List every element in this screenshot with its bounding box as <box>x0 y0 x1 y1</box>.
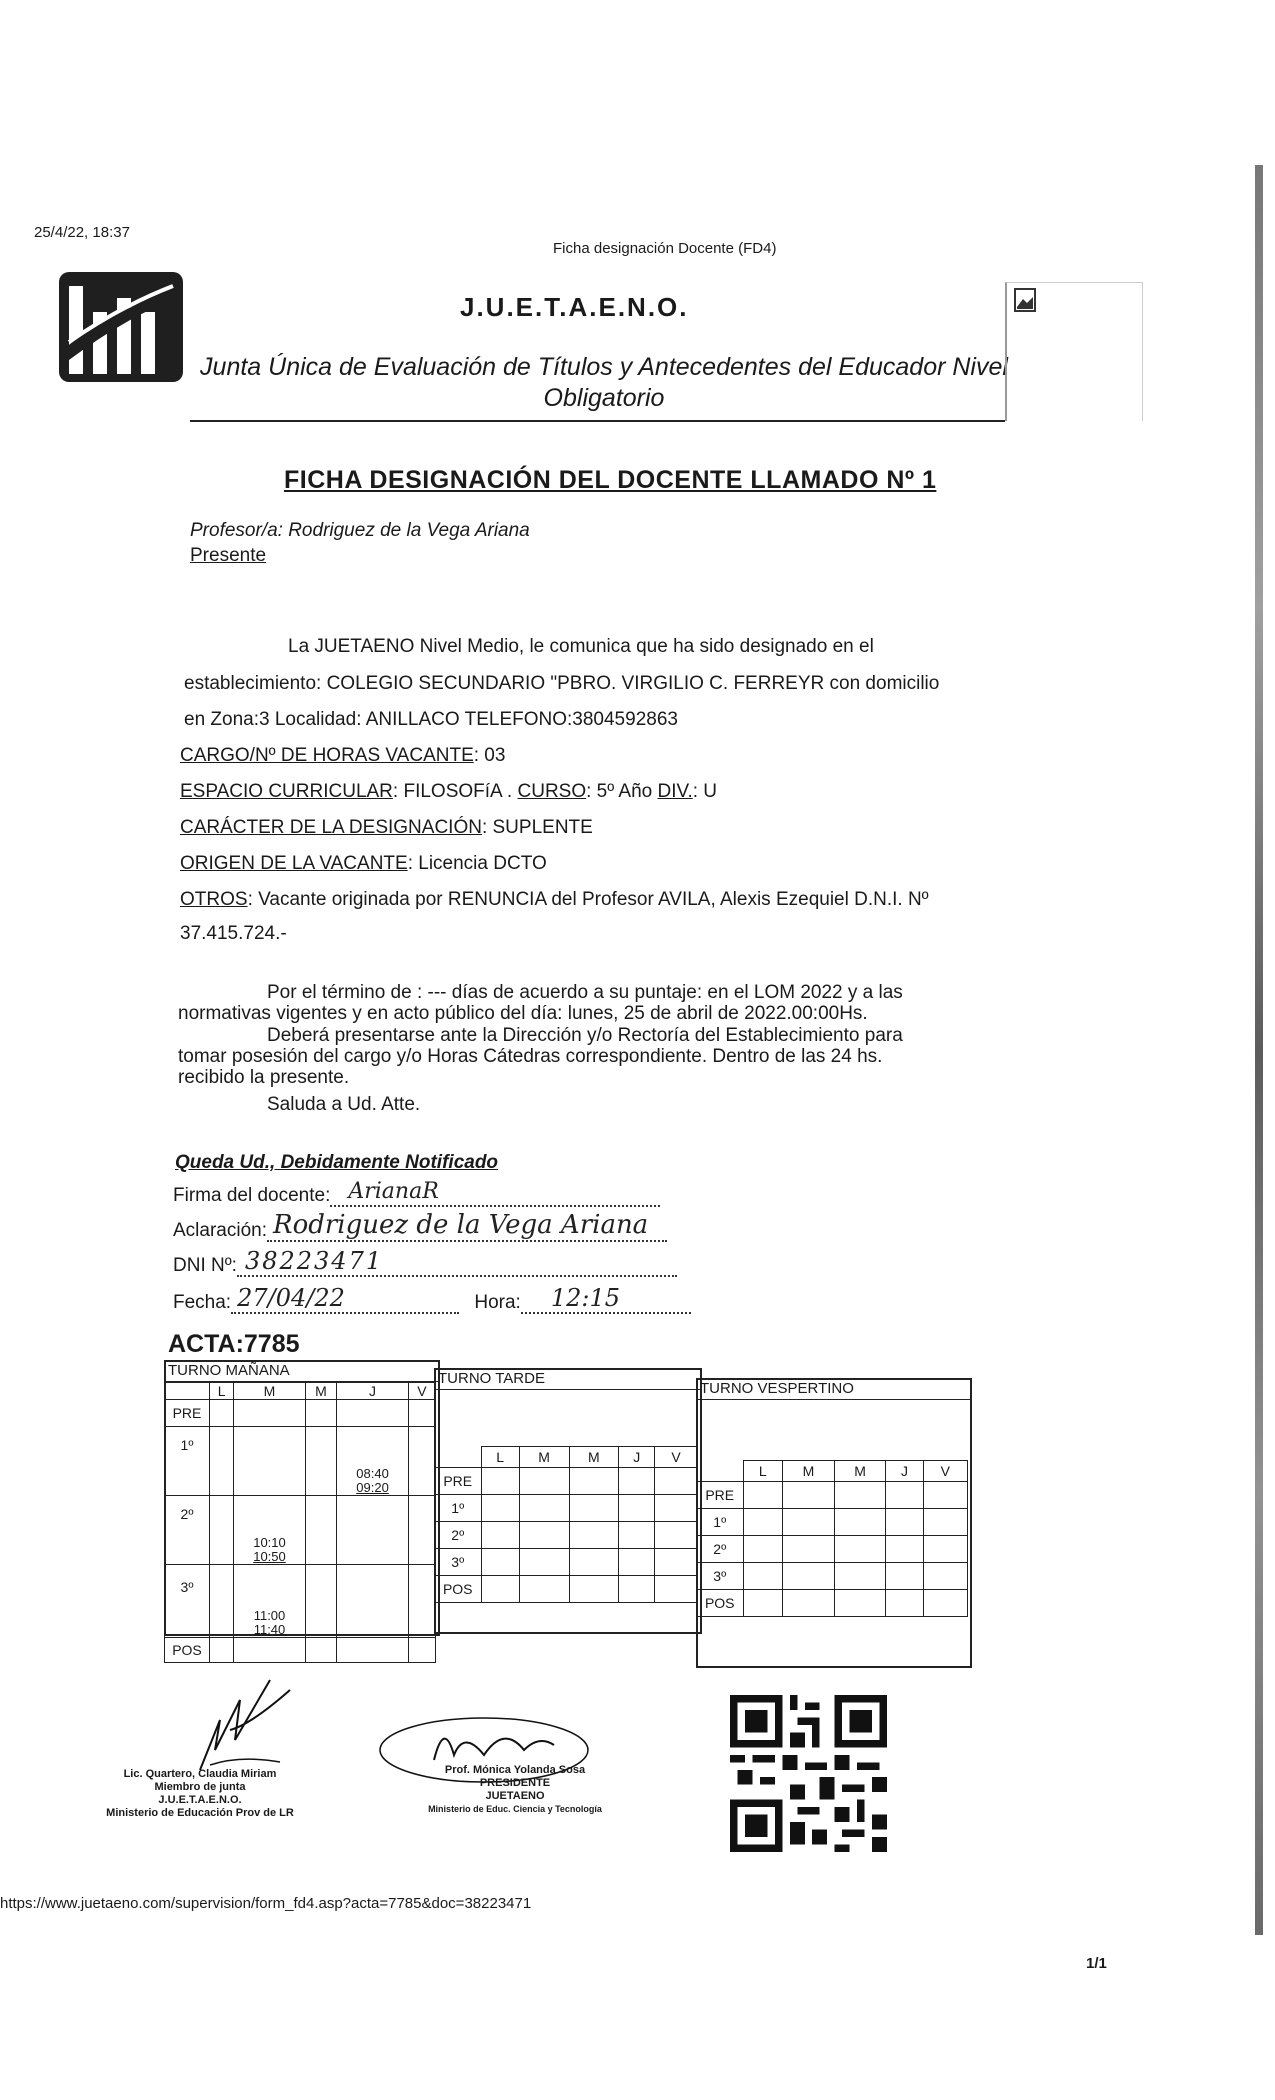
day-header: J <box>619 1447 655 1468</box>
juetaeno-logo <box>55 268 187 386</box>
turno-vespertino-block <box>696 1378 972 1668</box>
curso-label: CURSO <box>517 781 587 802</box>
paragraph-2-line5: recibido la presente. <box>178 1067 350 1088</box>
cargo-value: : 03 <box>473 745 506 766</box>
row-label: PRE <box>165 1400 210 1427</box>
left-signature-stamp: Lic. Quartero, Claudia Miriam Miembro de junta J.U.E.T.A.E.N.O. Ministerio de Educación Prov de LR <box>106 1768 294 1819</box>
cargo-label: CARGO/Nº DE HORAS VACANTE <box>180 745 474 766</box>
day-header: V <box>655 1447 698 1468</box>
espacio-value: : FILOSOFíA . <box>392 781 518 802</box>
otros-line <box>180 889 929 911</box>
row-label: 3º <box>435 1549 482 1576</box>
fecha-handwritten: 27/04/22 <box>237 1284 345 1312</box>
dni-label: DNI Nº: <box>173 1255 237 1276</box>
fecha-field <box>231 1284 459 1314</box>
presente-line: Presente <box>190 545 267 566</box>
row-label: 1º <box>435 1495 482 1522</box>
dni-line <box>173 1247 677 1277</box>
hora-field <box>521 1284 691 1314</box>
day-header: L <box>210 1383 234 1400</box>
row-label: PRE <box>697 1482 744 1509</box>
aclaracion-line <box>173 1210 667 1242</box>
day-header: L <box>481 1447 519 1468</box>
fecha-label: Fecha: <box>173 1292 232 1313</box>
day-header: J <box>337 1383 408 1400</box>
aclaracion-handwritten: Rodriguez de la Vega Ariana <box>273 1210 649 1240</box>
turno-vespertino-table <box>696 1460 968 1617</box>
broken-image-icon <box>1013 287 1039 313</box>
broken-image-placeholder <box>1005 282 1143 421</box>
otros-label: OTROS <box>180 889 248 910</box>
turno-vespertino-title: TURNO VESPERTINO <box>698 1380 970 1400</box>
row-label: POS <box>435 1576 482 1603</box>
espacio-label: ESPACIO CURRICULAR <box>180 781 393 802</box>
turno-tarde-block <box>434 1368 702 1634</box>
div-value: : U <box>692 781 718 802</box>
row-label: POS <box>165 1638 210 1663</box>
row-label: 3º <box>165 1565 210 1638</box>
slot-time: 08:40 09:20 <box>337 1427 408 1496</box>
hora-label: Hora: <box>474 1292 521 1313</box>
day-header: J <box>886 1461 923 1482</box>
row-label: 1º <box>165 1427 210 1496</box>
qr-code <box>730 1695 887 1852</box>
header-subtitle <box>200 352 1008 414</box>
paragraph-1-line3: en Zona:3 Localidad: ANILLACO TELEFONO:3804592863 <box>184 709 678 730</box>
row-label: 2º <box>435 1522 482 1549</box>
caracter-label: CARÁCTER DE LA DESIGNACIÓN <box>180 817 482 838</box>
day-header: L <box>743 1461 783 1482</box>
turno-manana-table <box>164 1382 436 1663</box>
cargo-line <box>180 745 505 767</box>
day-header: M <box>519 1447 569 1468</box>
curso-value: : 5º Año <box>586 781 658 802</box>
turno-manana-block <box>164 1360 440 1658</box>
day-header: V <box>408 1383 435 1400</box>
firma-line <box>173 1179 660 1207</box>
document-title: FICHA DESIGNACIÓN DEL DOCENTE LLAMADO Nº 1 <box>284 466 937 494</box>
header-subtitle-line1: Junta Única de Evaluación de Títulos y Antecedentes del Educador Nivel <box>200 353 1008 381</box>
firma-label: Firma del docente: <box>173 1185 331 1206</box>
notification-heading: Queda Ud., Debidamente Notificado <box>175 1152 499 1173</box>
profesor-line: Profesor/a: Rodriguez de la Vega Ariana <box>190 520 530 541</box>
otros-value: : Vacante originada por RENUNCIA del Profesor AVILA, Alexis Ezequiel D.N.I. Nº <box>247 889 929 910</box>
turno-tarde-title: TURNO TARDE <box>436 1370 700 1390</box>
left-signature <box>180 1670 310 1780</box>
paragraph-1-line2: establecimiento: COLEGIO SECUNDARIO "PBRO. VIRGILIO C. FERREYR con domicilio <box>184 673 940 694</box>
aclaracion-field <box>267 1210 667 1242</box>
row-label: 1º <box>697 1509 744 1536</box>
paragraph-2-line6: Saluda a Ud. Atte. <box>267 1094 421 1115</box>
firma-handwritten: ArianaR <box>348 1179 439 1204</box>
paragraph-2-line1: Por el término de : --- días de acuerdo a su puntaje: en el LOM 2022 y a las <box>267 982 903 1003</box>
right-signature-stamp: Prof. Mónica Yolanda Sosa PRESIDENTE JUETAENO Ministerio de Educ. Ciencia y Tecnología <box>428 1764 602 1814</box>
fecha-line <box>173 1284 691 1314</box>
header-rule <box>190 420 1005 422</box>
row-label: POS <box>697 1590 744 1617</box>
scan-edge <box>1255 165 1263 1935</box>
origen-label: ORIGEN DE LA VACANTE <box>180 853 408 874</box>
paragraph-2-line3: Deberá presentarse ante la Dirección y/o Rectoría del Establecimiento para <box>267 1025 903 1046</box>
espacio-line <box>180 781 717 803</box>
hora-handwritten: 12:15 <box>550 1284 621 1312</box>
turno-manana-title: TURNO MAÑANA <box>166 1362 438 1382</box>
dni-handwritten: 38223471 <box>244 1247 384 1275</box>
caracter-line <box>180 817 593 839</box>
day-header: M <box>234 1383 305 1400</box>
slot-time: 11:00 11:40 <box>234 1565 305 1638</box>
aclaracion-label: Aclaración: <box>173 1220 267 1241</box>
header-subtitle-line2: Obligatorio <box>543 384 665 412</box>
print-date: 25/4/22, 18:37 <box>34 224 130 241</box>
day-header: V <box>923 1461 967 1482</box>
document-url: https://www.juetaeno.com/supervision/form_fd4.asp?acta=7785&doc=38223471 <box>0 1895 532 1912</box>
origen-value: : Licencia DCTO <box>407 853 547 874</box>
div-label: DIV. <box>657 781 693 802</box>
paragraph-1-line1: La JUETAENO Nivel Medio, le comunica que ha sido designado en el <box>288 636 874 657</box>
dni-field <box>237 1247 677 1277</box>
paragraph-2-line4: tomar posesión del cargo y/o Horas Cátedras correspondiente. Dentro de las 24 hs. <box>178 1046 883 1067</box>
page-number: 1/1 <box>1086 1955 1107 1972</box>
origen-line <box>180 853 547 875</box>
firma-field <box>330 1179 660 1207</box>
paragraph-2-line2: normativas vigentes y en acto público del día: lunes, 25 de abril de 2022.00:00Hs. <box>178 1003 868 1024</box>
acta-number: ACTA:7785 <box>168 1330 300 1358</box>
turno-tarde-table <box>434 1446 698 1603</box>
row-label: 2º <box>165 1496 210 1565</box>
slot-time: 10:10 10:50 <box>234 1496 305 1565</box>
caracter-value: : SUPLENTE <box>481 817 593 838</box>
day-header: M <box>569 1447 619 1468</box>
form-name: Ficha designación Docente (FD4) <box>553 240 777 257</box>
row-label: 2º <box>697 1536 744 1563</box>
row-label: 3º <box>697 1563 744 1590</box>
row-label: PRE <box>435 1468 482 1495</box>
header-title: J.U.E.T.A.E.N.O. <box>460 292 689 322</box>
day-header: M <box>305 1383 337 1400</box>
day-header: M <box>783 1461 835 1482</box>
otros-line2: 37.415.724.- <box>180 923 287 944</box>
day-header: M <box>834 1461 886 1482</box>
